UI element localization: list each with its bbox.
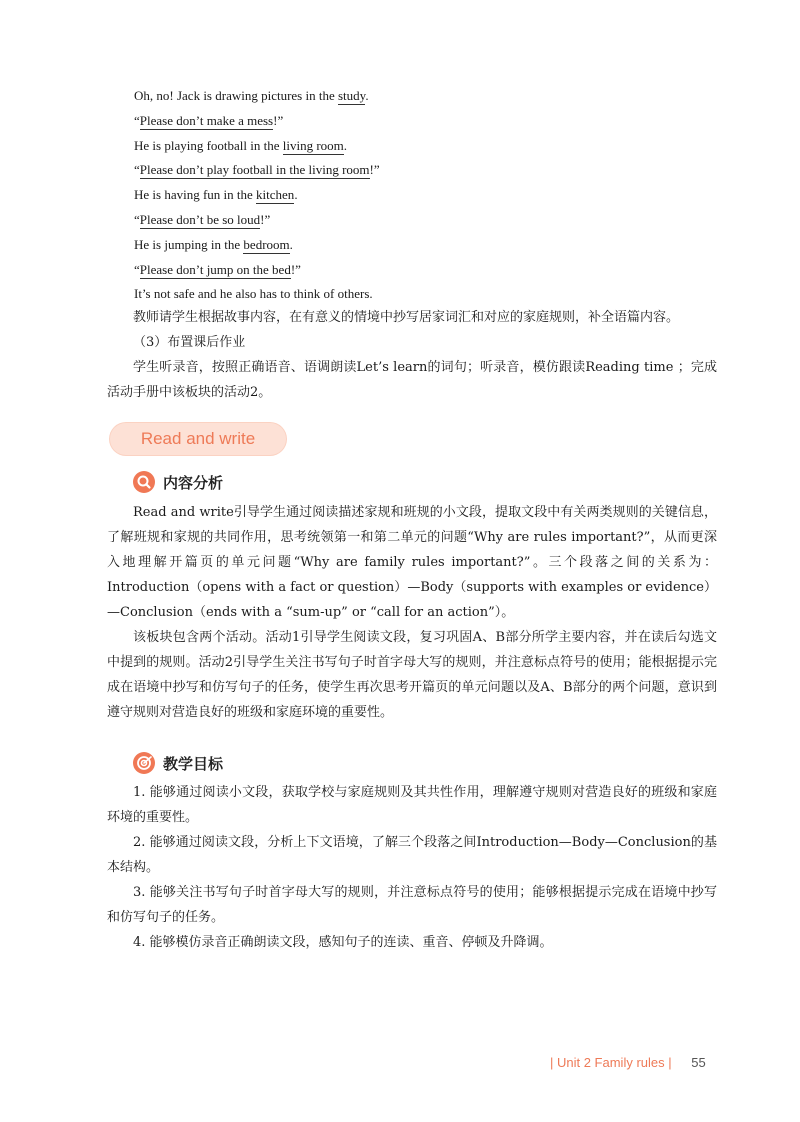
story-line: Oh, no! Jack is drawing pictures in the study. [134, 88, 369, 103]
content-paragraph-1: Read and write引导学生通过阅读描述家规和班规的小文段，提取文段中有关两类规则的关键信息，了解班规和家规的共同作用，思考统领第一和第二单元的问题“Why are rules important?”，从而更深入地理解开篇页的单元问题“Why are family rules important?”。三个段落之间的关系为：Introduction（opens with a fact or question）—Body（supports with examples or evidence）—Conclusion（ends with a “sum-up” or “call for an action”）。 [107, 505, 717, 620]
page-footer [550, 1055, 706, 1070]
teaching-goals-heading [133, 752, 223, 774]
teacher-note: 教师请学生根据故事内容，在有意义的情境中抄写居家词汇和对应的家庭规则，补全语篇内容。 [133, 310, 680, 325]
goal-item: 4. 能够模仿录音正确朗读文段，感知句子的连读、重音、停顿及升降调。 [133, 935, 553, 950]
homework-text: 学生听录音，按照正确语音、语调朗读Let’s learn的词句；听录音，模仿跟读Reading time ；完成活动手册中该板块的活动2。 [107, 360, 717, 400]
story-dialogue [134, 84, 734, 307]
story-line: He is jumping in the bedroom. [134, 236, 293, 252]
story-line: He is having fun in the kitchen. [134, 187, 298, 203]
story-line: “Please don’t play football in the living room!” [134, 162, 380, 178]
story-line: It’s not safe and he also has to think of others. [134, 286, 373, 302]
story-line: “Please don’t jump on the bed!” [134, 261, 301, 277]
page-number: 55 [691, 1055, 706, 1070]
content-analysis-heading [133, 471, 223, 493]
heading-label: 教学目标 [163, 754, 224, 773]
heading-label: 内容分析 [163, 473, 224, 492]
goal-item: 3. 能够关注书写句子时首字母大写的规则，并注意标点符号的使用；能够根据提示完成在语境中抄写和仿写句子的任务。 [107, 885, 717, 925]
story-line: He is playing football in the living room. [134, 137, 348, 153]
section-tag: Read and write [110, 423, 286, 455]
goal-item: 1. 能够通过阅读小文段，获取学校与家庭规则及其共性作用，理解遵守规则对营造良好的班级和家庭环境的重要性。 [107, 785, 717, 825]
story-line: “Please don’t make a mess!” [134, 112, 284, 128]
target-icon [133, 752, 155, 774]
content-paragraph-2: 该板块包含两个活动。活动1引导学生阅读文段，复习巩固A、B部分所学主要内容，并在读后勾选文中提到的规则。活动2引导学生关注书写句子时首字母大写的规则，并注意标点符号的使用；能根据提示完成在语境中抄写和仿写句子的任务，使学生再次思考开篇页的单元问题以及A、B部分的两个问题，意识到遵守规则对营造良好的班级和家庭环境的重要性。 [107, 630, 717, 720]
homework-title: （3）布置课后作业 [133, 335, 246, 350]
footer-unit-label: | Unit 2 Family rules | [550, 1055, 672, 1070]
goal-item: 2. 能够通过阅读文段，分析上下文语境，了解三个段落之间Introduction—Body—Conclusion的基本结构。 [107, 835, 717, 875]
magnifier-icon [133, 471, 155, 493]
story-line: “Please don’t be so loud!” [134, 211, 271, 227]
